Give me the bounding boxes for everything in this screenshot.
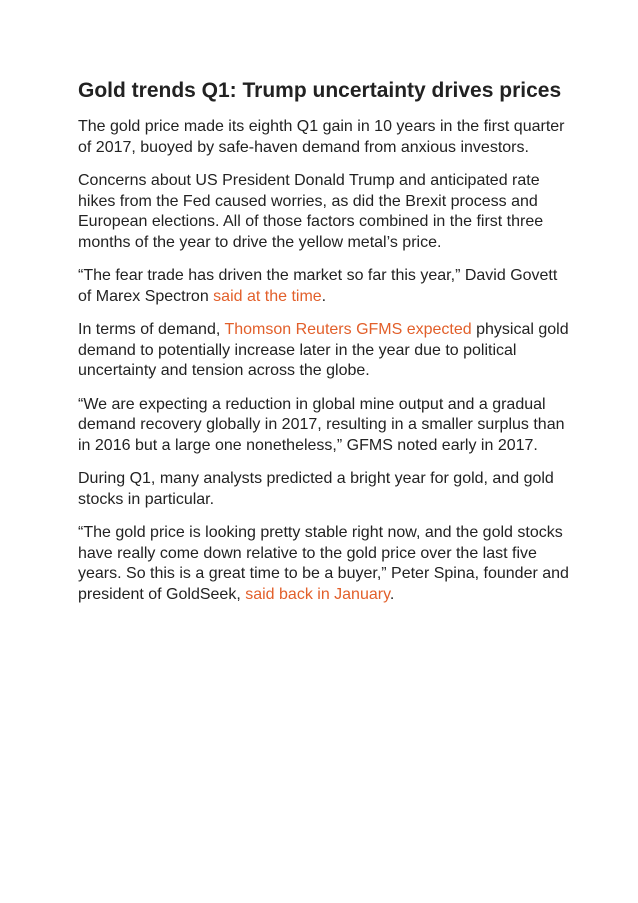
paragraph-gfms-quote: “We are expecting a reduction in global mine output and a gradual demand recovery globally in 2017, resulting in a smaller surplus than in 2016 but a large one nonetheless,” GFMS noted early in 2017.: [78, 395, 565, 454]
thomson-reuters-gfms-link[interactable]: Thomson Reuters GFMS expected: [224, 321, 472, 338]
paragraph-concerns: Concerns about US President Donald Trump and anticipated rate hikes from the Fed caused worries, as did the Brexit process and European elections. All of those factors combined in the first three months of the year to drive the yellow metal’s price.: [78, 172, 544, 251]
paragraph-text: .: [321, 287, 327, 305]
paragraph-demand: [78, 320, 570, 382]
paragraph-text: “The gold price is looking pretty stable right now, and the gold stocks have really come down relative to the gold price over the last five years. So this is a great time to be a buyer,” Peter Spina, founder and president of GoldSeek,: [78, 524, 569, 603]
document-page: [78, 78, 570, 618]
paragraph-text: .: [389, 585, 395, 603]
said-back-in-january-link[interactable]: said back in January: [245, 585, 390, 603]
paragraph-fear-trade: [78, 266, 570, 307]
said-at-the-time-link[interactable]: said at the time: [213, 287, 322, 305]
paragraph-text: “The fear trade has driven the market so far this year,” David Govett of Marex Spectron: [78, 267, 558, 305]
paragraph-text: physical gold demand to potentially increase later in the year due to political uncertainty and tension across the globe.: [78, 321, 569, 379]
paragraph-gold-q1-gain: The gold price made its eighth Q1 gain in 10 years in the first quarter of 2017, buoyed by safe-haven demand from anxious investors.: [78, 118, 565, 156]
paragraph-spina-quote: [78, 523, 570, 605]
paragraph-analysts: During Q1, many analysts predicted a bright year for gold, and gold stocks in particular.: [78, 470, 554, 508]
paragraph-text: In terms of demand,: [78, 321, 225, 338]
article-title: Gold trends Q1: Trump uncertainty drives prices: [78, 79, 562, 102]
